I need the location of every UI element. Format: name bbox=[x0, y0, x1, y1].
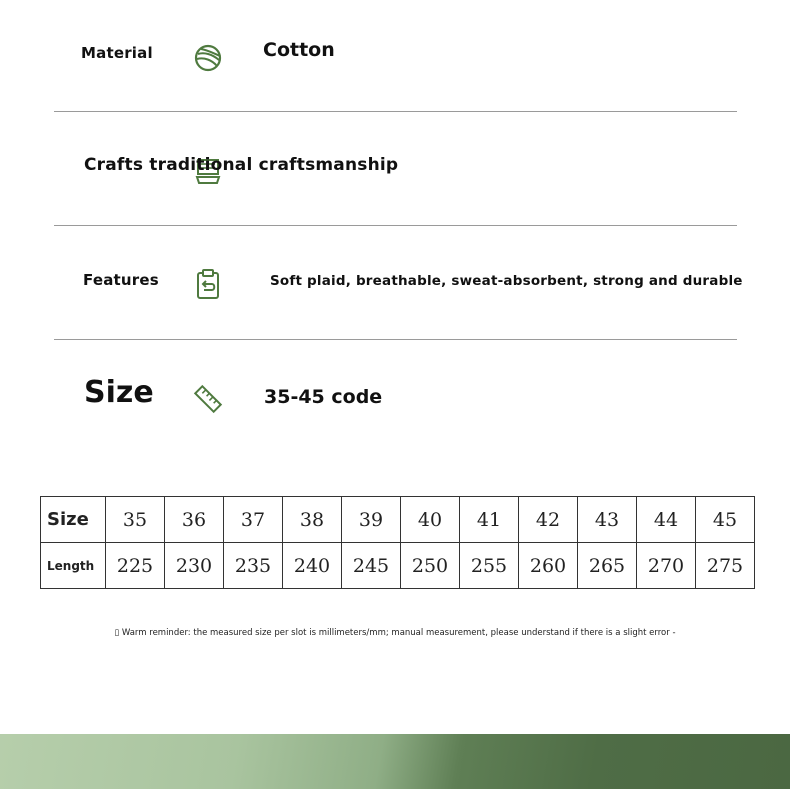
divider bbox=[54, 225, 737, 226]
crafts-label: Crafts traditional craftsmanship bbox=[84, 155, 399, 175]
size-table bbox=[40, 496, 755, 589]
size-cell: 35 bbox=[106, 497, 165, 543]
length-cell: 245 bbox=[342, 543, 401, 589]
footer-band bbox=[0, 734, 790, 789]
size-cell: 41 bbox=[460, 497, 519, 543]
size-cell: 42 bbox=[519, 497, 578, 543]
length-cell: 240 bbox=[283, 543, 342, 589]
reminder-bullet-icon: ▯ bbox=[114, 628, 120, 638]
length-cell: 260 bbox=[519, 543, 578, 589]
size-value: 35-45 code bbox=[264, 386, 383, 408]
size-cell: 44 bbox=[637, 497, 696, 543]
reminder-text: Warm reminder: the measured size per slot is millimeters/mm; manual measurement, please understand if there is a slight error - bbox=[121, 628, 676, 638]
table-header-length: Length bbox=[41, 543, 106, 589]
length-cell: 275 bbox=[696, 543, 755, 589]
size-cell: 36 bbox=[165, 497, 224, 543]
material-label: Material bbox=[81, 44, 153, 62]
table-row bbox=[41, 497, 755, 543]
material-value: Cotton bbox=[263, 39, 335, 61]
length-cell: 270 bbox=[637, 543, 696, 589]
length-cell: 230 bbox=[165, 543, 224, 589]
length-cell: 235 bbox=[224, 543, 283, 589]
size-cell: 43 bbox=[578, 497, 637, 543]
yarn-ball-icon bbox=[193, 43, 223, 73]
length-cell: 225 bbox=[106, 543, 165, 589]
clipboard-icon bbox=[195, 268, 221, 300]
table-row bbox=[41, 543, 755, 589]
divider bbox=[54, 111, 737, 112]
size-cell: 38 bbox=[283, 497, 342, 543]
divider bbox=[54, 339, 737, 340]
features-label: Features bbox=[83, 271, 159, 289]
size-label: Size bbox=[84, 375, 154, 410]
length-cell: 265 bbox=[578, 543, 637, 589]
table-header-size: Size bbox=[41, 497, 106, 543]
size-cell: 40 bbox=[401, 497, 460, 543]
length-cell: 250 bbox=[401, 543, 460, 589]
size-cell: 39 bbox=[342, 497, 401, 543]
features-value: Soft plaid, breathable, sweat-absorbent, strong and durable bbox=[270, 273, 743, 289]
size-cell: 45 bbox=[696, 497, 755, 543]
size-cell: 37 bbox=[224, 497, 283, 543]
ruler-icon bbox=[192, 383, 224, 415]
length-cell: 255 bbox=[460, 543, 519, 589]
warm-reminder bbox=[0, 628, 790, 638]
